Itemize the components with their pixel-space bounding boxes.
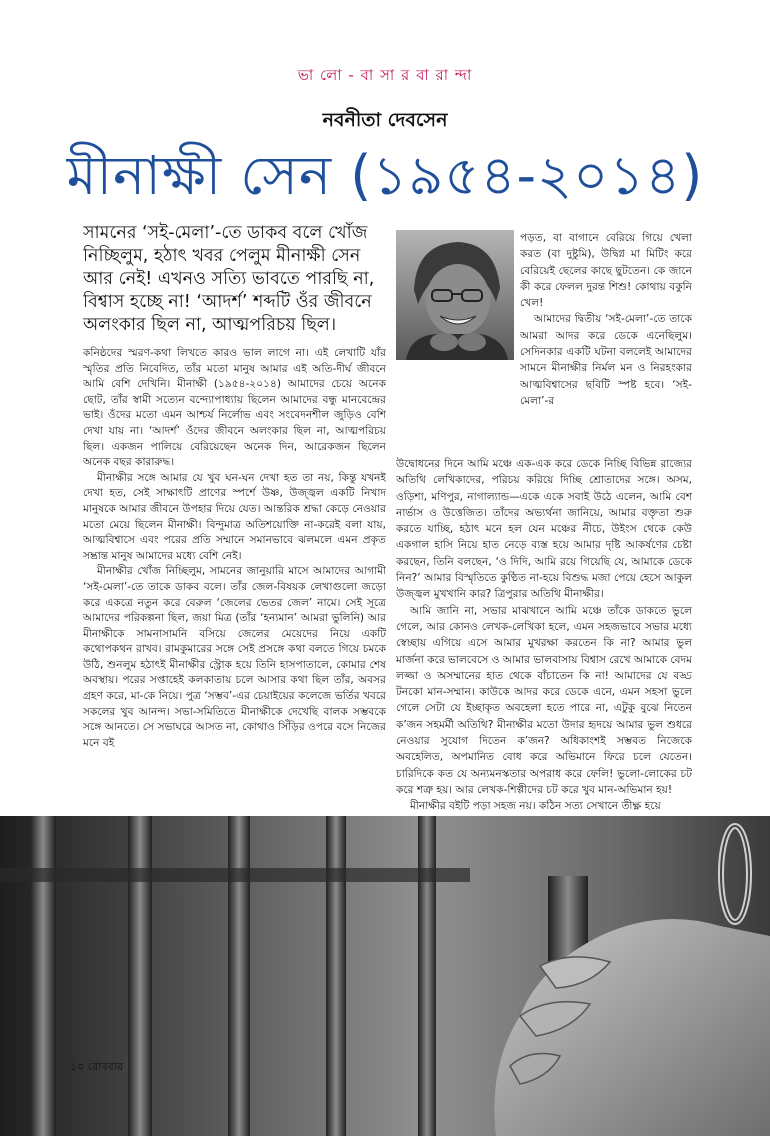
series-title: ভা লো - বা সা র বা রা ন্দা xyxy=(297,66,473,84)
lead-paragraph: সামনের ‘সই-মেলা’-তে ডাকব বলে খোঁজ নিচ্ছিলুম, হঠাৎ খবর পেলুম মীনাক্ষী সেন আর নেই! এখনও সত্যি ভাবতে পারছি না, বিশ্বাস হচ্ছে না! ‘আদর্শ’ শব্দটি ওঁর জীবনে অলংকার ছিল না, আত্মপরিচয় ছিল। xyxy=(83,223,375,335)
body-paragraph: আমাদের দ্বিতীয় ‘সই-মেলা’-তে তাকে আমরা আদর করে ডেকে এনেছিলুম। সেদিনকার একটি ঘটনা বললেই আমাদের সামনে মীনাক্ষীর নির্মল মন ও নিরহংকার আত্মবিশ্বাসের ছবিটি স্পষ্ট হবে। ‘সই-মেলা’-র xyxy=(520,313,692,407)
prison-bars-illustration xyxy=(0,816,770,1136)
body-paragraph: মীনাক্ষীর সঙ্গে আমার যে খুব ঘন-ঘন দেখা হত তা নয়, কিন্তু যখনই দেখা হত, সেই সাক্ষাৎটি প্রাণের স্পর্শে উষ্ণ, উজ্জ্বল একটি নিখাদ মানুষকে আমার জীবনে উপহার দিয়ে যেত। আন্তরিক শ্রদ্ধা কেড়ে নেওয়ার মতো মেয়ে ছিলেন মীনাক্ষী। বিন্দুমাত্র অতিশয়োক্তি না-করেই বলা যায়, আত্মবিশ্বাসে এবং পরের প্রতি সম্মানে সমানভাবে ঝলমলে এমন প্রকৃত সম্ভ্রান্ত মানুষ আমাদের মধ্যে বেশি নেই। xyxy=(83,471,386,562)
body-paragraph: পড়ত, বা বাগানে বেরিয়ে গিয়ে খেলা করত (বা দুষ্টুমি), উদ্বিগ্ন মা মিটিং করে বেরিয়েই ছেলের কাছে ছুটতেন। কে জানে কী করে ফেলল দুরন্ত শিশু! কোথায় বকুনি খেল! xyxy=(520,232,692,310)
body-paragraph: মীনাক্ষীর খোঁজ নিচ্ছিলুম, সামনের জানুয়ারি মাসে আমাদের আগামী ‘সই-মেলা’-তে তাকে ডাকব বলে। তাঁর জেল-বিষয়ক লেখাগুলো জড়ো করে একত্রে নতুন করে বেরুল ‘জেলের ভেতর জেল’ নামে। সেই সূত্রে আমাদের পরিকল্পনা ছিল, জয়া মিত্র (তাঁর ‘হন্যমান’ আমরা ভুলিনি) আর মীনাক্ষীকে সামনাসামনি বসিয়ে জেলের মেয়েদের নিয়ে একটি কথোপকথন রাখব। রামকুমারের সঙ্গে সেই প্রসঙ্গে কথা বলতে গিয়ে চমকে উঠি, শুনলুম হঠাৎই মীনাক্ষীর স্ট্রোক হয়ে তিনি হাসপাতালে, কোমার শেষ অবস্থায়। পরের সপ্তাহেই কলকাতায় চলে আসার কথা ছিল তাঁর, অবসর গ্রহণ করে, মা-কে নিয়ে। পুত্র ‘সম্ভব’-এর চেয়াইয়ের কলেজে ভর্তির খবরে সকলের খুব আনন্দ। সভা-সমিতিতে মীনাক্ষীকে দেখেছি বালক সম্ভবকে সঙ্গে আনতে। সে সভাঘরে আসত না, কোথাও সিঁড়ির ওপরে বসে নিজের মনে বই xyxy=(83,565,386,749)
author-name: নবনীতা দেবসেন xyxy=(322,109,448,131)
body-column-right xyxy=(396,456,692,818)
body-column-right-top xyxy=(520,230,692,450)
page-footer xyxy=(70,1058,123,1077)
article-title: মীনাক্ষী সেন (১৯৫৪-২০১৪) xyxy=(66,144,704,207)
magazine-name: রোববার xyxy=(87,1060,123,1073)
body-column-left xyxy=(83,346,386,816)
body-paragraph: মীনাক্ষীর বইটি পড়া সহজ নয়। কঠিন সত্য সেখানে তীক্ষ্ণ হয়ে xyxy=(410,800,661,813)
prison-bars-photo xyxy=(0,816,770,1136)
page-number: ১০ xyxy=(70,1060,85,1073)
portrait-illustration xyxy=(396,230,514,360)
body-paragraph: কনিষ্ঠদের স্মরণ-কথা লিখতে কারও ভাল লাগে না। এই লেখাটি যাঁর স্মৃতির প্রতি নিবেদিত, তাঁর মতো মানুষ আমার এই অতি-দীর্ঘ জীবনে আমি বেশি দেখিনি। মীনাক্ষী (১৯৫৪-২০১৪) আমাদের চেয়ে অনেক ছোট, তাঁর স্বামী সত্যেন বন্দ্যোপাধ্যায় ছিলেন আমাদের বন্ধু মানবেন্দ্রের ভাই। ওঁদের মতো এমন আশ্চর্য নির্লোভ এবং সংবেদনশীল জুড়িও বেশি দেখা যায় না। ‘আদর্শ’ ওঁদের জীবনে অলংকার ছিল না, আত্মপরিচয় ছিল। একজন পালিয়ে বেরিয়েছেন অনেক দিন, আরেকজন ছিলেন অনেক বছর কারারুদ্ধ। xyxy=(83,347,386,469)
portrait-photo xyxy=(396,230,514,360)
body-paragraph: আমি জানি না, সভার মাঝখানে আমি মঞ্চে তাঁকে ডাকতে ভুলে গেলে, আর কোনও লেখক-লেখিকা হলে, এমন সহজভাবে সভার মধ্যে স্বেচ্ছায় এগিয়ে এসে আমার মুখরক্ষা করতেন কি না? আমার ভুল মার্জনা করে ভালবেসে ও আমার ভালবাসায় বিশ্বাস রেখে আমাকে বেদম লজ্জা ও অসম্মানের হাত থেকে বাঁচাতেন কি না! আমাদের যে বড্ড টনকো মান-সম্মান। কাউকে আদর করে ডেকে এনে, এমন সহসা ভুলে গেলে সেটা যে ইচ্ছাকৃত অবহেলা হতে পারে না, এটুকু বুঝে নিতেন ক’জন সহমর্মী অতিথি? মীনাক্ষীর মতো উদার হৃদয়ে আমার ভুল শুধরে নেওয়ার সুযোগ দিতেন ক’জন? অধিকাংশই সম্ভবত নিজেকে অবহেলিত, অপমানিত বোধ করে অভিমানে ফিরে চলে যেতেন। চারিদিকে কত যে অন্যমনস্কতার অপরাধ করে ফেলি! ভুলো-লোকের চট করে শত্রু হয়। আর লেখক-শিল্পীদের চট করে খুব মান-অভিমান হয়! xyxy=(396,604,692,796)
body-paragraph: উদ্বোধনের দিনে আমি মঞ্চে এক-এক করে ডেকে নিচ্ছি বিভিন্ন রাজ্যের অতিথি লেখিকাদের, পরিচয় করিয়ে দিচ্ছি শ্রোতাদের সঙ্গে। অসম, ওড়িশা, মণিপুর, নাগাল্যান্ড—একে একে সবাই উঠে এলেন, আমি বেশ নার্ভাস ও উত্তেজিত। তাঁদের অভ্যর্থনা জানিয়ে, আমার বক্তৃতা শুরু করতে যাচ্ছি, হঠাৎ মনে হল যেন মঞ্চের নীচে, উইংস থেকে কেউ একগাল হাসি নিয়ে হাত নেড়ে ব্যস্ত হয়ে আমার দৃষ্টি আকর্ষণের চেষ্টা করছেন, তিনি বলছেন, ‘ও দিদি, আমি রয়ে গিয়েছি যে, আমাকে ডেকে নিন?’ আমার বিস্মৃতিতে কুণ্ঠিত না-হয়ে বিশুদ্ধ মজা পেয়ে হেসে আকুল উজ্জ্বল মুখখানি কার? ত্রিপুরার অতিথি মীনাক্ষীর। xyxy=(396,458,692,601)
